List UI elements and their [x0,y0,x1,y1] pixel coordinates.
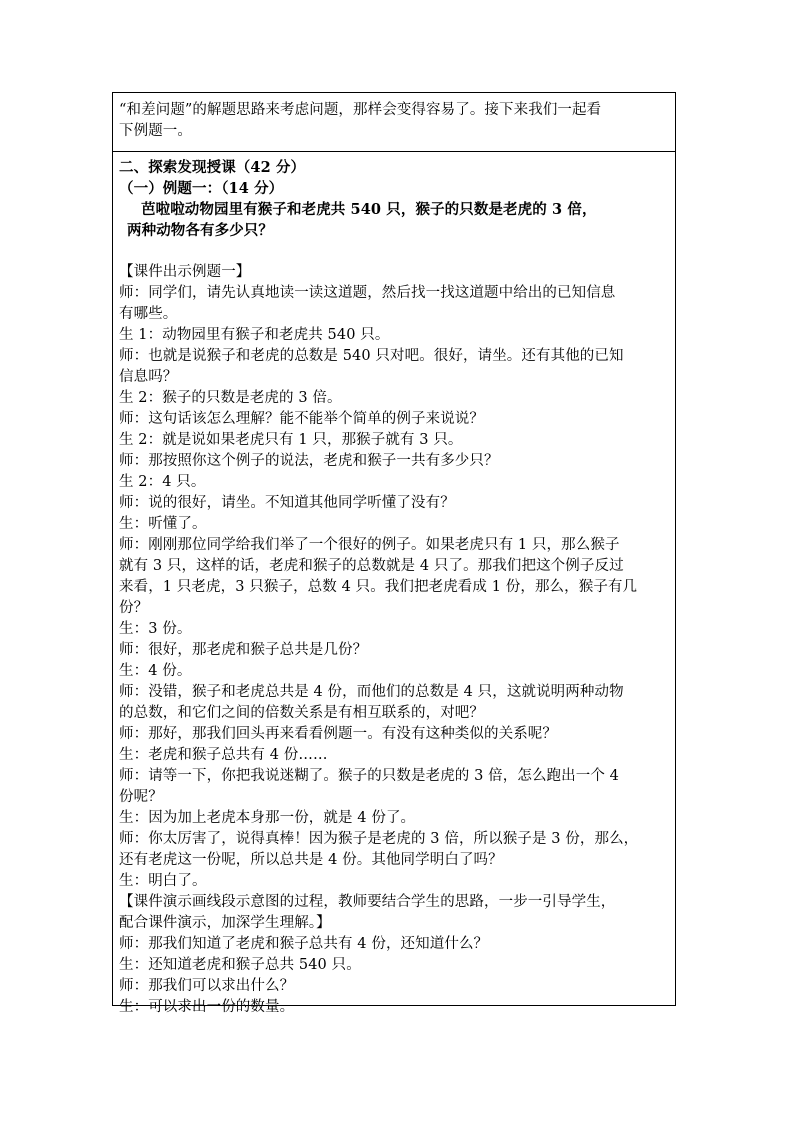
text-line: 来看，1 只老虎，3 只猴子，总数 4 只。我们把老虎看成 1 份，那么，猴子有几 [119,579,638,595]
text-line: 还有老虎这一份呢，所以总共是 4 份。其他同学明白了吗？ [119,852,503,868]
text-line: 师：请等一下，你把我说迷糊了。猴子的只数是老虎的 3 倍，怎么跑出一个 4 [119,768,619,784]
previous-cell [113,93,675,152]
text-line: 生：还知道老虎和猴子总共 540 只。 [119,957,361,973]
text-line: 生：因为加上老虎本身那一份，就是 4 份了。 [119,810,416,826]
text-line: 师：这句话该怎么理解？能不能举个简单的例子来说说？ [119,411,484,427]
text-line: 【课件出示例题一】 [119,264,251,280]
text-line: 师：那按照你这个例子的说法，老虎和猴子一共有多少只？ [119,453,499,469]
text-line: 师：刚刚那位同学给我们举了一个很好的例子。如果老虎只有 1 只，那么猴子 [119,537,620,553]
text-line: 师：那好，那我们回头再来看看例题一。有没有这种类似的关系呢？ [119,726,557,742]
text-line: 师：说的很好，请坐。不知道其他同学听懂了没有？ [119,495,455,511]
text-line: 生 2：4 只。 [119,474,206,490]
text-line: 师：那我们可以求出什么？ [119,978,295,994]
text-line: 生 2：就是说如果老虎只有 1 只，那猴子就有 3 只。 [119,432,463,448]
text-line: 师：没错，猴子和老虎总共是 4 份，而他们的总数是 4 只，这就说明两种动物 [119,684,624,700]
text-line: “和差问题”的解题思路来考虑问题，那样会变得容易了。接下来我们一起看 [119,102,602,118]
text-line: 生 1：动物园里有猴子和老虎共 540 只。 [119,327,390,343]
explore-section-cell [113,152,675,1015]
text-line: 生：老虎和猴子总共有 4 份…… [119,747,328,763]
text-line: 配合课件演示，加深学生理解。】 [119,915,331,931]
section-heading: 二、探索发现授课（42 分） [119,159,306,176]
lesson-table [112,92,676,1015]
text-line: 生 2：猴子的只数是老虎的 3 倍。 [119,390,342,406]
text-line: 师：那我们知道了老虎和猴子总共有 4 份，还知道什么？ [119,936,489,952]
text-line: 下例题一。 [119,123,192,139]
example-heading: （一）例题一：（14 分） [119,180,284,197]
text-line: 信息吗？ [119,369,178,385]
text-line: 生：听懂了。 [119,516,207,532]
text-line: 生：4 份。 [119,663,192,679]
text-line: 的总数，和它们之间的倍数关系是有相互联系的，对吧？ [119,705,484,721]
text-line: 师：你太厉害了，说得真棒！因为猴子是老虎的 3 倍，所以猴子是 3 份，那么， [119,831,639,847]
text-line: 生：可以求出一份的数量。 [119,999,295,1015]
text-line: 就有 3 只，这样的话，老虎和猴子的总数就是 4 只了。那我们把这个例子反过 [119,558,624,574]
text-line: 师：也就是说猴子和老虎的总数是 540 只对吧。很好，请坐。还有其他的已知 [119,348,624,364]
text-line: 师：很好，那老虎和猴子总共是几份？ [119,642,368,658]
text-line: 份呢？ [119,789,163,805]
text-line: 生：3 份。 [119,621,192,637]
text-line: 有哪些。 [119,306,178,322]
text-line: 师：同学们，请先认真地读一读这道题，然后找一找这道题中给出的已知信息 [119,285,616,301]
text-line: 【课件演示画线段示意图的过程，教师要结合学生的思路，一步一引导学生， [119,894,616,910]
spacer [119,241,669,262]
problem-line: 芭啦啦动物园里有猴子和老虎共 540 只，猴子的只数是老虎的 3 倍， [141,201,597,218]
problem-line: 两种动物各有多少只？ [127,222,273,239]
text-line: 份？ [119,600,149,616]
text-line: 生：明白了。 [119,873,207,889]
